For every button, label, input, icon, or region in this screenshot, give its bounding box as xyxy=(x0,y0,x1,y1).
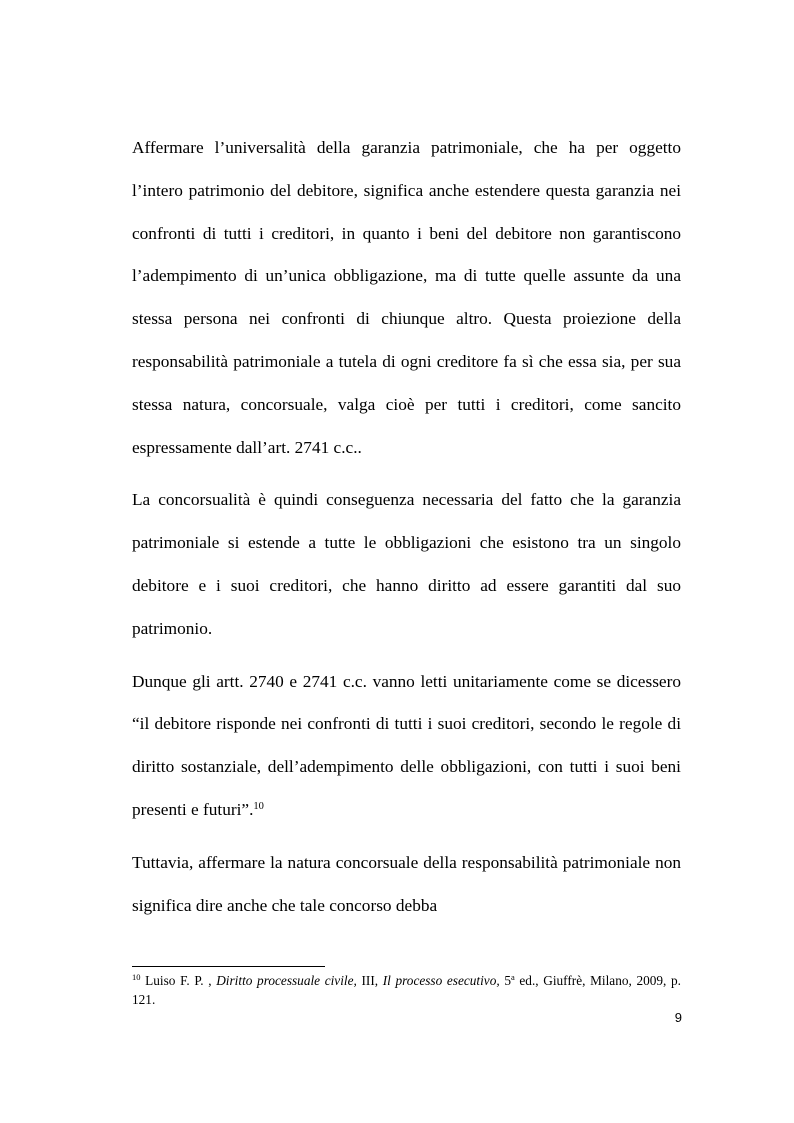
footnote-subtitle: Il processo esecutivo, xyxy=(382,973,500,988)
paragraph-with-footnote xyxy=(132,661,681,832)
paragraph: Tuttavia, affermare la natura concorsuale della responsabilità patrimoniale non significa dire anche che tale concorso debba xyxy=(132,852,681,915)
paragraph-text: Dunque gli artt. 2740 e 2741 c.c. vanno letti unitariamente come se dicessero “il debitore risponde nei confronti di tutti i suoi creditori, secondo le regole di diritto sostanziale, dell’adempimento delle obbligazioni, con tutti i suoi beni presenti e futuri”. xyxy=(132,671,681,819)
footnote-author: Luiso F. P. , xyxy=(145,973,212,988)
footnote-separator xyxy=(132,966,325,967)
footnote-title: Diritto processuale civile, xyxy=(216,973,357,988)
page-number: 9 xyxy=(674,1010,682,1025)
footnote-reference[interactable]: 10 xyxy=(253,800,264,812)
footnote-edition-number: 5 xyxy=(504,973,511,988)
footnote-volume: III, xyxy=(361,973,379,988)
body-text xyxy=(132,127,681,927)
footnote-edition-ordinal: a xyxy=(510,972,515,982)
footnote-number: 10 xyxy=(132,972,141,982)
paragraph: La concorsualità è quindi conseguenza necessaria del fatto che la garanzia patrimoniale si estende a tutte le obbligazioni che esistono tra un singolo debitore e i suoi creditori, che hanno diritto ad essere garantiti dal suo patrimonio. xyxy=(132,490,681,638)
footnote xyxy=(132,972,681,1009)
footnote-publication: ed., Giuffrè, Milano, 2009, p. 121. xyxy=(132,973,681,1007)
paragraph: Affermare l’universalità della garanzia patrimoniale, che ha per oggetto l’intero patrimonio del debitore, significa anche estendere questa garanzia nei confronti di tutti i creditori, in quanto i beni del debitore non garantiscono l’adempimento di un’unica obbligazione, ma di tutte quelle assunte da una stessa persona nei confronti di chiunque altro. Questa proiezione della responsabilità patrimoniale a tutela di ogni creditore fa sì che essa sia, per sua stessa natura, concorsuale, valga cioè per tutti i creditori, come sancito espressamente dall’art. 2741 c.c.. xyxy=(132,138,681,457)
